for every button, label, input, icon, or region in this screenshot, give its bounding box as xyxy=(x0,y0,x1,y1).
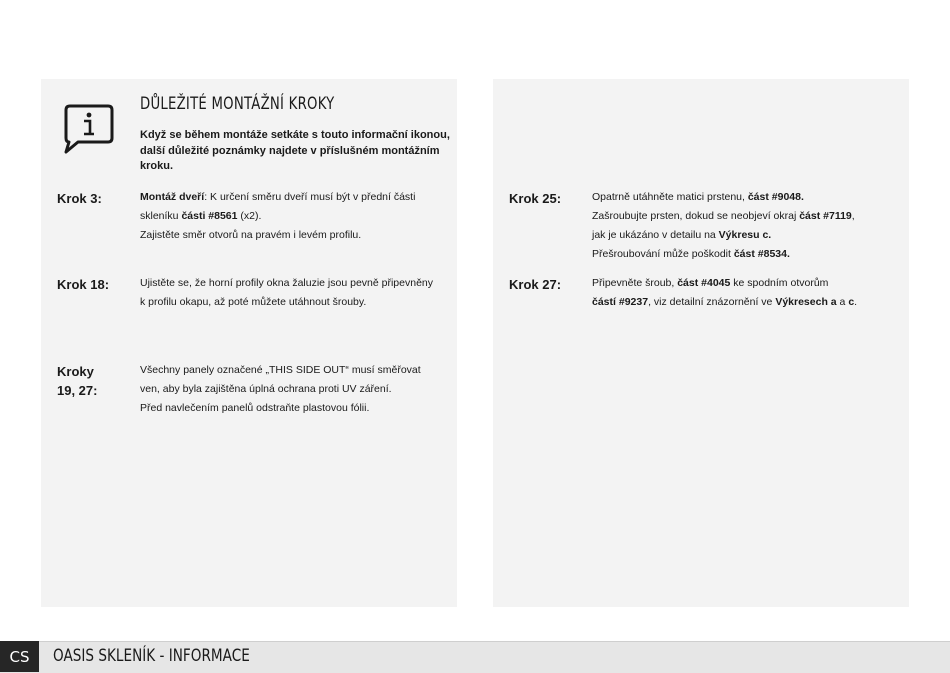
step-paragraph xyxy=(592,190,855,205)
bold-text: část #8534. xyxy=(733,248,790,260)
bold-text: Výkresech a xyxy=(775,296,837,308)
text-run: Opatrně utáhněte matici prstenu, xyxy=(592,191,748,203)
step-paragraph xyxy=(140,209,415,224)
section-title: DŮLEŽITÉ MONTÁŽNÍ KROKY xyxy=(140,94,335,114)
step-paragraph xyxy=(140,401,421,416)
step-label-line: 19, 27: xyxy=(57,383,98,398)
step-text xyxy=(140,190,415,247)
step-paragraph xyxy=(140,276,433,291)
step-paragraph xyxy=(140,228,415,243)
text-run: skleníku xyxy=(140,210,182,222)
bold-text: část #7119 xyxy=(799,210,852,222)
step-label-line: Krok 25: xyxy=(509,191,562,206)
step-label-line: Kroky xyxy=(57,364,94,379)
text-run: ke spodním otvorům xyxy=(730,277,829,289)
step-text xyxy=(592,190,855,266)
step-paragraph xyxy=(140,363,421,378)
text-run: ven, aby byla zajištěna úplná ochrana proti UV záření. xyxy=(140,383,392,395)
bold-text: Výkresu c. xyxy=(718,229,772,241)
text-run: Všechny panely označené „THIS SIDE OUT“ musí směřovat xyxy=(140,364,421,376)
bold-text: část #4045 xyxy=(677,277,731,289)
text-run: : K určení směru dveří musí být v přední části xyxy=(204,191,416,203)
text-run: k profilu okapu, až poté můžete utáhnout šrouby. xyxy=(140,296,367,308)
text-run: Před navlečením panelů odstraňte plastovou fólii. xyxy=(140,402,370,414)
step-text xyxy=(140,276,433,314)
step-label xyxy=(509,275,561,294)
footer-title: OASIS SKLENÍK - INFORMACE xyxy=(53,646,250,666)
text-run: Připevněte šroub, xyxy=(592,277,678,289)
text-run: , xyxy=(851,210,855,222)
step-label xyxy=(57,189,102,208)
step-paragraph xyxy=(140,190,415,205)
step-label xyxy=(509,189,561,208)
step-label-line: Krok 18: xyxy=(57,277,110,292)
text-run: jak je ukázáno v detailu na xyxy=(592,229,719,241)
step-label-line: Krok 27: xyxy=(509,277,562,292)
info-speech-bubble-icon xyxy=(62,102,116,156)
step-text xyxy=(592,276,857,314)
text-run: Přešroubování může poškodit xyxy=(592,248,734,260)
step-paragraph xyxy=(592,295,857,310)
text-run: a xyxy=(836,296,849,308)
bold-text: částí #9237 xyxy=(592,296,649,308)
right-panel xyxy=(493,79,909,607)
step-paragraph xyxy=(592,209,855,224)
step-paragraph xyxy=(140,382,421,397)
section-intro: Když se během montáže setkáte s touto informační ikonou, další důležité poznámky najdete v příslušném montážním kroku. xyxy=(140,129,450,172)
bold-text: Montáž dveří xyxy=(140,191,205,203)
step-paragraph xyxy=(592,228,855,243)
text-run: . xyxy=(854,296,858,308)
step-label xyxy=(57,362,97,400)
step-text xyxy=(140,363,421,420)
text-run: Ujistěte se, že horní profily okna žaluzie jsou pevně připevněny xyxy=(140,277,433,289)
bold-text: části #8561 xyxy=(181,210,238,222)
step-label xyxy=(57,275,109,294)
step-paragraph xyxy=(592,247,855,262)
footer-language-badge: CS xyxy=(0,641,39,672)
bold-text: část #9048. xyxy=(747,191,804,203)
text-run: (x2). xyxy=(237,210,262,222)
text-run: Zašroubujte prsten, dokud se neobjeví okraj xyxy=(592,210,800,222)
step-label-line: Krok 3: xyxy=(57,191,102,206)
text-run: , viz detailní znázornění ve xyxy=(648,296,776,308)
step-paragraph xyxy=(592,276,857,291)
bold-text: c xyxy=(848,296,855,308)
step-paragraph xyxy=(140,295,433,310)
text-run: Zajistěte směr otvorů na pravém i levém profilu. xyxy=(140,229,362,241)
